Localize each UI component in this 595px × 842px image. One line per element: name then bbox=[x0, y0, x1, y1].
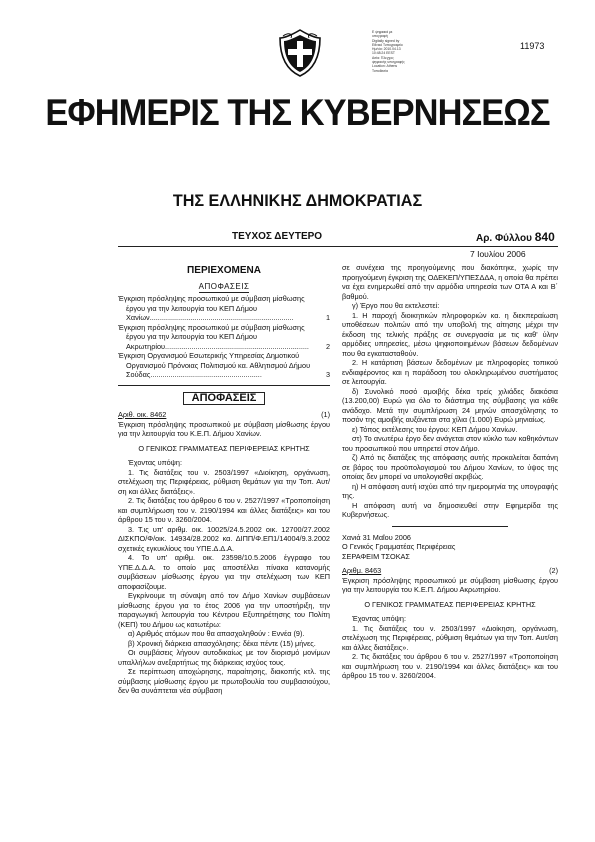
issue-label: ΤΕΥΧΟΣ ΔΕΥΤΕΡΟ bbox=[232, 231, 323, 242]
paragraph: 3. Τ.ις υπ' αριθμ. οικ. 10025/24.5.2002 οικ. 12700/27.2002 ΔΙΣΚΠΟ/Φ/οικ. 14934/28.2002 κα. ΔΙΠΠ/Φ.ΕΠ1/14004/9.3.2002 σχετικές εγκυκλίους του ΥΠΕ.Δ.Δ.Α. bbox=[118, 524, 330, 553]
decision-subject: Έγκριση πρόσληψης προσωπικού με σύμβαση μίσθωσης έργου για την λειτουργία του Κ.Ε.Π. Δήμου Ακρωτηρίου. bbox=[342, 575, 558, 594]
issue-date: 7 Ιουλίου 2006 bbox=[470, 249, 526, 259]
paragraph: 2. Τις διατάξεις του άρθρου 6 του ν. 2527/1997 «Τροποποίηση και συμπλήρωση του ν. 2190/1994 και άλλες διατάξεις» και του άρθρου 15 του ν. 3260/2004. bbox=[118, 496, 330, 524]
paragraph: δ) Συνολικό ποσό αμοιβής δέκα τρείς χιλιάδες διακόσια (13.200,00) Ευρώ για όλο το διάστημα της σύμβασης για κάθε ανάδοχο. Μετά την συμπλήρωση 24 μηνών απασχόλησης το ποσόν της αμοιβής αυξάνεται στα χίλια (1.000) Ευρώ μηνιαίως. bbox=[342, 386, 558, 424]
having-regard: Έχοντας υπόψη: bbox=[352, 614, 406, 623]
toc-item-page: 2 bbox=[325, 341, 330, 351]
signatory-name: ΣΕΡΑΦΕΙΜ ΤΣΟΚΑΣ bbox=[342, 551, 410, 561]
paragraph: ε) Τόπος εκτέλεσης του έργου: ΚΕΠ Δήμου Χανίων. bbox=[352, 424, 518, 434]
paragraph: ζ) Από τις διατάξεις της απόφασης αυτής προκαλείται δαπάνη σε βάρος του προϋπολογισμού του Δήμου Χανίων, το ύψος της οποίας δεν μπορεί να υπολογισθεί ακριβώς. bbox=[342, 453, 558, 481]
digital-signature-note: Ε ψηφιακά με υπογραφή Digitally signed by Εθνικό Τυπογραφείο Ημ/νία: 2010.04.13 10:48:24 EEST Αιτία: Έλεγχος ψηφιακής υπογραφής Location: Athens Τοποθεσία bbox=[372, 30, 405, 73]
paragraph: Σε περίπτωση αποχώρησης, παραίτησης, διακοπής κτλ. της σύμβασης μίσθωσης έργου με πρωτοβουλία του συμβασιούχου, δεν θα συνάπτεται νέα σύμβαση bbox=[118, 667, 330, 695]
signature-rule bbox=[392, 526, 508, 527]
decision-subject: Έγκριση πρόσληψης προσωπικού με σύμβαση μίσθωσης έργου για την λειτουργία του Κ.Ε.Π. Δήμου Χανίων. bbox=[118, 419, 330, 438]
signatory-title: Ο Γενικός Γραμματέας Περιφέρειας bbox=[342, 542, 456, 551]
paragraph: γ) Έργο που θα εκτελεστεί: bbox=[352, 301, 440, 310]
coat-of-arms-emblem bbox=[277, 28, 323, 78]
paragraph: 1. Η παροχή διοικητικών πληροφοριών κα. η διεκπεραίωση υποθέσεων πολιτών από την υποβολή της αίτησης μέχρι την έκδοση της τελικής πράξης σε συνεργασία με τις καθ' ύλην αρμόδιες υπηρεσίες, μέσω ψηφιοποιημένων βάσεων δεδομένων που θα εγκατασταθούν. bbox=[342, 310, 558, 358]
left-column bbox=[118, 263, 330, 696]
decision-number: (2) bbox=[549, 566, 558, 575]
paragraph: α) Αριθμός ατόμων που θα απασχοληθούν : Εννέα (9). bbox=[128, 629, 305, 638]
sheet-number bbox=[476, 230, 555, 244]
paragraph: σε συνέχεια της προηγούμενης που διακόπηκε, χωρίς την προηγούμενη έγκριση της ΟΔΕΚΕΠ/ΥΠΕΣΔΔΑ, η οποία θα πρέπει να έχει ενημερωθεί από την αρμόδια υπηρεσία των ΟΤΑ Α και Β΄ βαθμού. bbox=[342, 263, 558, 301]
gazette-subtitle: ΤΗΣ ΕΛΛΗΝΙΚΗΣ ΔΗΜΟΚΡΑΤΙΑΣ bbox=[172, 191, 423, 210]
page-number: 11973 bbox=[520, 41, 545, 51]
decision-authority: Ο ΓΕΝΙΚΟΣ ΓΡΑΜΜΑΤΕΑΣ ΠΕΡΙΦΕΡΕΙΑΣ ΚΡΗΤΗΣ bbox=[138, 443, 310, 453]
toc-item bbox=[118, 323, 330, 352]
header-rule bbox=[118, 246, 558, 247]
toc-item-page: 1 bbox=[325, 313, 330, 322]
toc-item-text: Έγκριση Οργανισμού Εσωτερικής Υπηρεσίας Δημοτικού Οργανισμού Πρόνοιας Πολιτισμού κα. Αθλητισμού Δήμου Σούδας....................................................... bbox=[118, 351, 311, 379]
paragraph: η) Η απόφαση αυτή ισχύει από την ημερομηνία της υπογραφής της. bbox=[342, 481, 558, 500]
paragraph: 2. Τις διατάξεις του άρθρου 6 του ν. 2527/1997 «Τροποποίηση και συμπλήρωση του ν. 2190/1994 και άλλες διατάξεις» και του άρθρου 15 του ν. 3260/2004. bbox=[342, 652, 558, 680]
paragraph: β) Χρονική διάρκεια απασχόλησης: δέκα πέντε (15) μήνες. bbox=[128, 638, 316, 648]
paragraph: Οι συμβάσεις λήγουν αυτοδικαίως με τον διορισμό μονίμων υπαλλήλων ανεξαρτήτως της διάρκειας ισχύος τους. bbox=[118, 648, 330, 667]
paragraph: στ) Το ανωτέρω έργο δεν ανάγεται στον κύκλο των καθηκόντων του προσωπικού που υπηρετεί στον Δήμο. bbox=[342, 434, 558, 453]
decision-authority: Ο ΓΕΝΙΚΟΣ ΓΡΑΜΜΑΤΕΑΣ ΠΕΡΙΦΕΡΕΙΑΣ ΚΡΗΤΗΣ bbox=[364, 599, 536, 609]
paragraph: 1. Τις διατάξεις του ν. 2503/1997 «Διοίκηση, οργάνωση, στελέχωση της Περιφέρειας, ρύθμιση θεμάτων για την Τοπ. Αυτ/ση και άλλες διατάξεις». bbox=[342, 623, 558, 652]
toc-title: ΠΕΡΙΕΧΟΜΕΝΑ bbox=[187, 265, 261, 276]
decision-ref: Αριθ. οικ. 8462 bbox=[118, 410, 167, 419]
toc-item-page: 3 bbox=[325, 370, 330, 379]
toc-item bbox=[118, 351, 330, 380]
gazette-title: ΕΦΗΜΕΡΙΣ ΤΗΣ ΚΥΒΕΡΝΗΣΕΩΣ bbox=[45, 92, 550, 133]
toc-item bbox=[118, 294, 330, 323]
paragraph: 4. Το υπ' αριθμ. οικ. 23598/10.5.2006 έγγραφο του ΥΠΕ.Δ.Δ.Α. το οποίο μας αποστέλλει πίνακα κατανομής συμβάσεων μίσθωσης έργου για την στελέχωση των ΚΕΠ αποφασίζουμε. bbox=[118, 553, 330, 591]
decision-number: (1) bbox=[321, 410, 330, 419]
having-regard: Έχοντας υπόψη: bbox=[128, 458, 182, 467]
decisions-heading: ΑΠΟΦΑΣΕΙΣ bbox=[118, 392, 330, 406]
decision-ref: Αριθμ. 8463 bbox=[342, 566, 382, 575]
sheet-number-label: Αρ. Φύλλου bbox=[476, 233, 532, 244]
paragraph: Εγκρίνουμε τη σύναψη από τον Δήμο Χανίων συμβάσεων μίσθωσης έργου για το έτος 2006 για την υποστήριξη, την παραγωγική λειτουργία του Κέντρου Εξυπηρέτησης του Πολίτη (ΚΕΠ) του Δήμου ως κατωτέρω: bbox=[118, 591, 330, 629]
toc-item-text: Έγκριση πρόσληψης προσωπικού με σύμβαση μίσθωσης έργου για την λειτουργία του ΚΕΠ Δήμου Ακρωτηρίου....................................................................... bbox=[118, 322, 309, 351]
paragraph: 1. Τις διατάξεις του ν. 2503/1997 «Διοίκηση, οργάνωση, στελέχωση της Περιφέρειας, ρύθμιση θεμάτων για την Τοπ. Αυτ/ση και άλλες διατάξεις». bbox=[118, 467, 330, 496]
toc-rule bbox=[118, 385, 330, 386]
paragraph: 2. Η κατάρτιση βάσεων δεδομένων με πληροφορίες τοπικού ενδιαφέροντος και η παράδοση του ολοκληρωμένου συστήματος σε λειτουργία. bbox=[342, 358, 558, 386]
decision-1-reference bbox=[118, 410, 330, 420]
place-date: Χανιά 31 Μαΐου 2006 bbox=[342, 532, 411, 542]
toc-item-text: Έγκριση πρόσληψης προσωπικού με σύμβαση μίσθωσης έργου για την λειτουργία του ΚΕΠ Δήμου Χανίων....................................................................... bbox=[118, 294, 305, 322]
toc-section-heading: ΑΠΟΦΑΣΕΙΣ bbox=[198, 281, 250, 291]
decision-2-reference bbox=[342, 566, 558, 576]
paragraph: Η απόφαση αυτή να δημοσιευθεί στην Εφημερίδα της Κυβερνήσεως. bbox=[342, 500, 558, 519]
sheet-number-value: 840 bbox=[534, 230, 555, 244]
right-column bbox=[342, 263, 558, 681]
